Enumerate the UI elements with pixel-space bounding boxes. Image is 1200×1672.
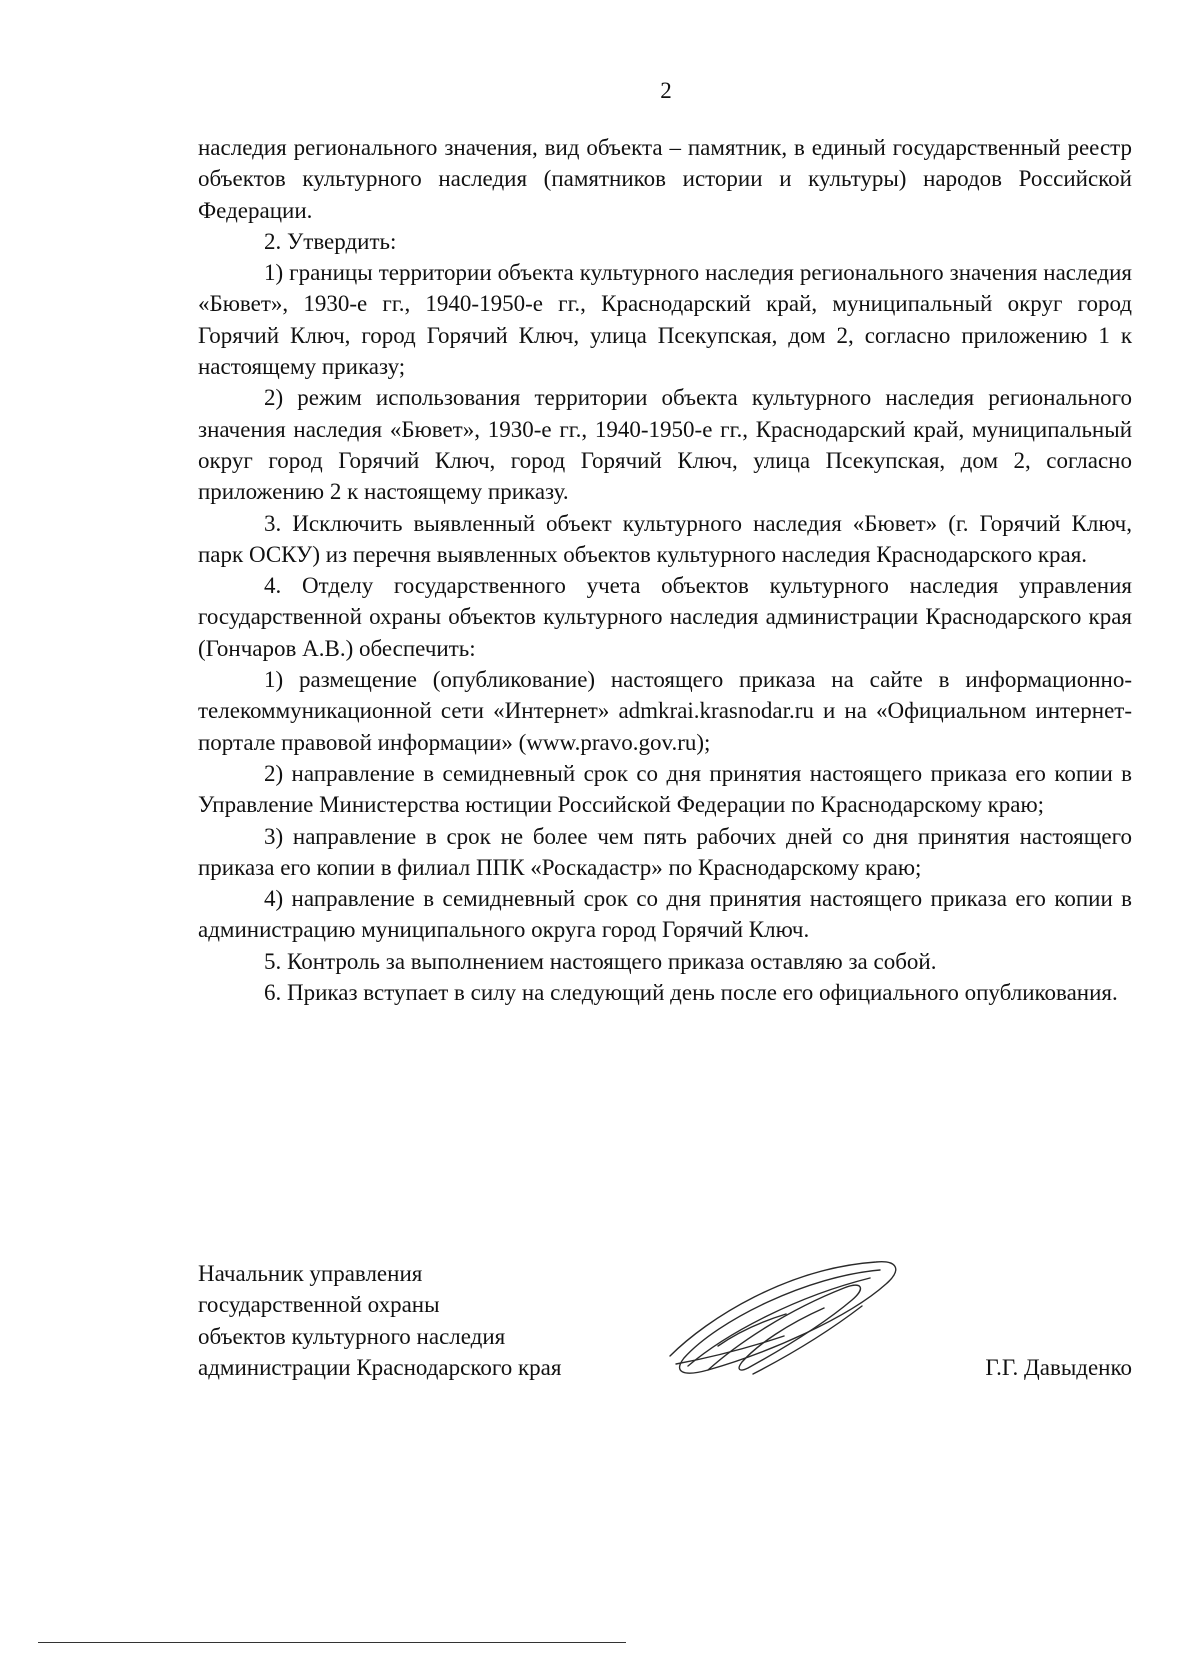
- paragraph: 2) направление в семидневный срок со дня принятия настоящего приказа его копии в Управление Министерства юстиции Российской Федерации по Краснодарскому краю;: [198, 760, 1132, 818]
- position-line: государственной охраны: [198, 1292, 440, 1318]
- paragraph: 4. Отделу государственного учета объектов культурного наследия управления государственной охраны объектов культурного наследия администрации Краснодарского края (Гончаров А.В.) обеспечить:: [198, 573, 1132, 661]
- paragraph: 6. Приказ вступает в силу на следующий день после его официального опубликования.: [264, 980, 1118, 1006]
- paragraph: 1) размещение (опубликование) настоящего приказа на сайте в информационно-телекоммуникационной сети «Интернет» admkrai.krasnodar.ru и на «Официальном интернет-портале правовой информации» (www.pravo.gov.ru);: [198, 667, 1132, 755]
- document-body: [198, 132, 1132, 1008]
- handwritten-signature: [648, 1248, 908, 1388]
- position-line: администрации Краснодарского края: [198, 1354, 562, 1380]
- paragraph: 4) направление в семидневный срок со дня принятия настоящего приказа его копии в администрацию муниципального округа город Горячий Ключ.: [198, 886, 1132, 943]
- paragraph: 3) направление в срок не более чем пять рабочих дней со дня принятия настоящего приказа его копии в филиал ППК «Роскадастр» по Краснодарскому краю;: [198, 823, 1132, 880]
- signer-position: [198, 1258, 658, 1383]
- paragraph: 2) режим использования территории объекта культурного наследия регионального значения наследия «Бювет», 1930-е гг., 1940-1950-е гг., Краснодарский край, муниципальный округ город Горячий Ключ, город Горячий Ключ, улица Псекупская, дом 2, согласно приложению 2 к настоящему приказу.: [198, 385, 1132, 505]
- footer-divider: [38, 1642, 626, 1643]
- signer-name: Г.Г. Давыденко: [985, 1354, 1132, 1380]
- paragraph: 3. Исключить выявленный объект культурного наследия «Бювет» (г. Горячий Ключ, парк ОСКУ) из перечня выявленных объектов культурного наследия Краснодарского края.: [198, 510, 1132, 567]
- position-line: объектов культурного наследия: [198, 1323, 506, 1349]
- position-line: Начальник управления: [198, 1261, 423, 1286]
- page-number: 2: [660, 78, 672, 103]
- paragraph: 2. Утвердить:: [264, 228, 397, 254]
- paragraph: 5. Контроль за выполнением настоящего приказа оставляю за собой.: [264, 948, 937, 974]
- signature-block: [198, 1258, 1132, 1418]
- paragraph: 1) границы территории объекта культурного наследия регионального значения наследия «Бювет», 1930-е гг., 1940-1950-е гг., Краснодарский край, муниципальный округ город Горячий Ключ, город Горячий Ключ, улица Псекупская, дом 2, согласно приложению 1 к настоящему приказу;: [198, 260, 1132, 380]
- paragraph: наследия регионального значения, вид объекта – памятник, в единый государственный реестр объектов культурного наследия (памятников истории и культуры) народов Российской Федерации.: [198, 135, 1132, 223]
